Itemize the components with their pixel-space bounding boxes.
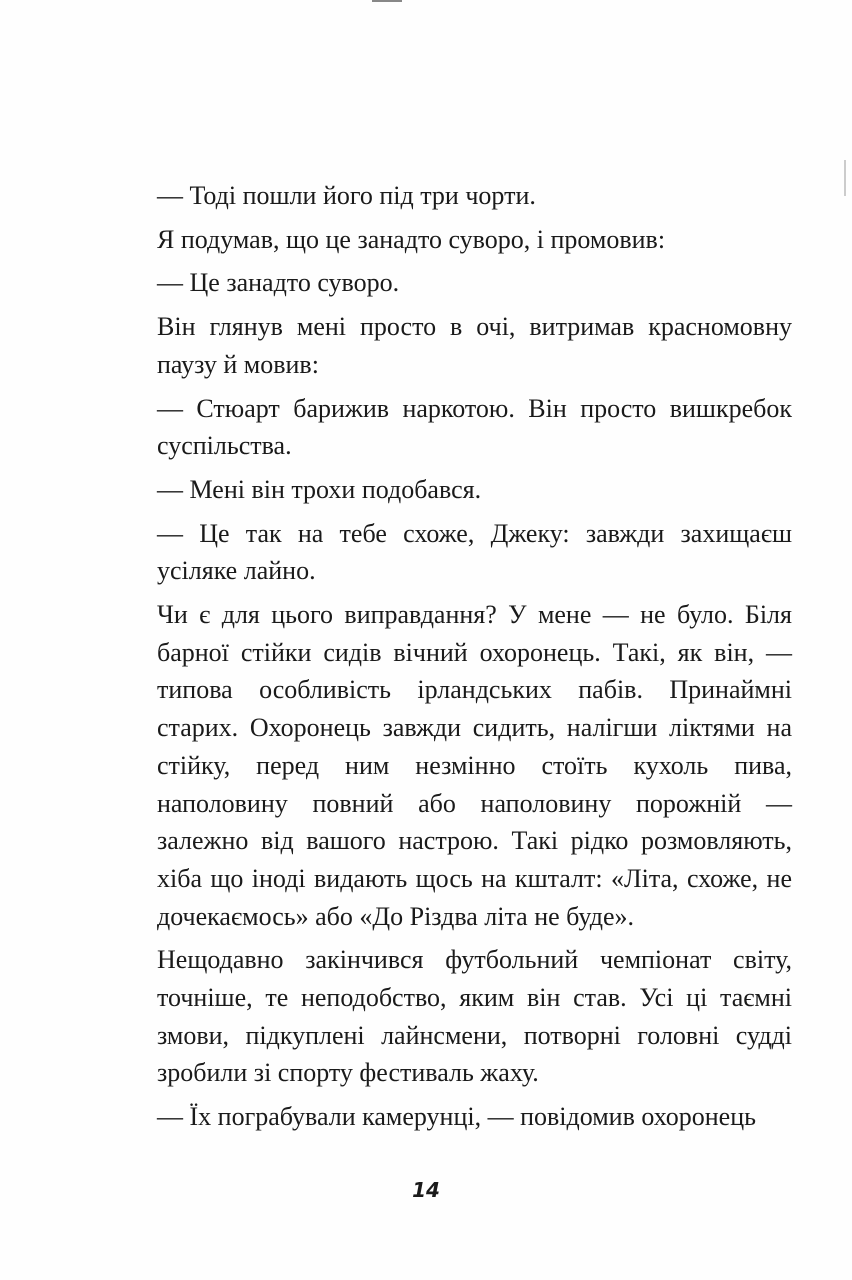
paragraph-3: — Це занадто суворо. — [157, 268, 400, 298]
scan-artifact-edge — [844, 160, 846, 196]
paragraph-5: — Стюарт барижив наркотою. Він просто вишкребок суспільства. — [157, 393, 792, 461]
paragraph-1: — Тоді пошли його під три чорти. — [157, 181, 536, 210]
paragraph-8: Чи є для цього виправдання? У мене — не було. Біля барної стійки сидів вічний охоронець. Такі, як він, — типова особливість ірландських пабів. Принаймні старих. Охоронець завжди сидить, налігши ліктями на стійку, перед ним незмінно стоїть кухоль пива, наполовину повний або наполовину порожній — залежно від вашого настрою. Такі рідко розмовляють, хіба що іноді видають щось на кшталт: «Літа, схоже, не дочекаємось» або «До Різдва літа не буде». — [157, 600, 792, 931]
page-text — [157, 177, 792, 1136]
scan-artifact-top — [372, 0, 402, 2]
paragraph-4: Він глянув мені просто в очі, витримав красномовну паузу й мовив: — [157, 312, 792, 379]
paragraph-10: — Їх пограбували камерунці, — повідомив охоронець — [157, 1102, 756, 1132]
paragraph-6: — Мені він трохи подобався. — [157, 474, 482, 504]
paragraph-2: Я подумав, що це занадто суворо, і промовив: — [157, 224, 666, 254]
paragraph-7: — Це так на тебе схоже, Джеку: завжди захищаєш усіляке лайно. — [157, 518, 792, 586]
page-number: 14 — [412, 1178, 440, 1202]
paragraph-9: Нещодавно закінчився футбольний чемпіонат світу, точніше, те неподобство, яким він став. Усі ці таємні змови, підкуплені лайнсмени, потворні головні судді зробили зі спорту фестиваль жаху. — [157, 945, 792, 1088]
